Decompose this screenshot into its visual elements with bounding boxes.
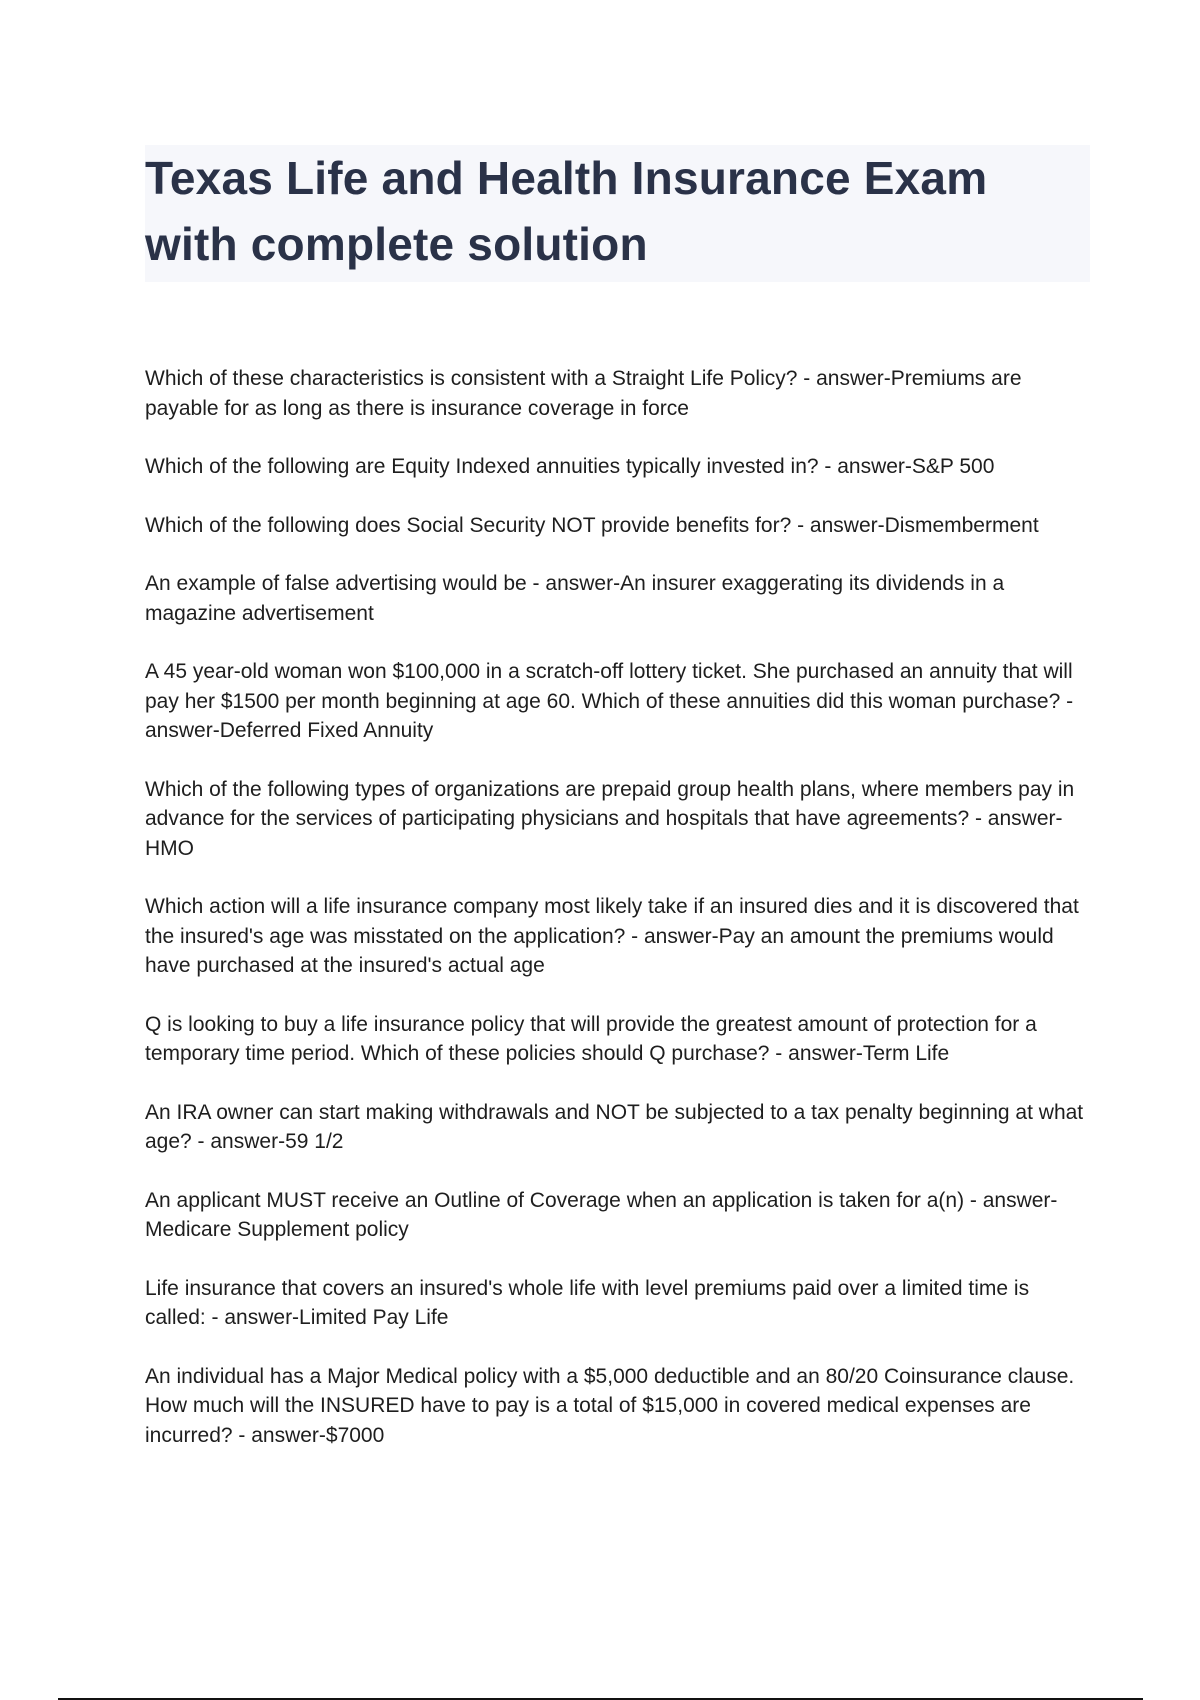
qa-item-10: An applicant MUST receive an Outline of Coverage when an application is taken for a(n) - answer-Medicare Supplement policy [145, 1188, 1058, 1241]
qa-item-8: Q is looking to buy a life insurance policy that will provide the greatest amount of protection for a temporary time period. Which of these policies should Q purchase? - answer-Term Life [145, 1012, 1037, 1065]
title-block [145, 145, 1090, 282]
question-answer-list [145, 364, 1095, 1479]
qa-item-11: Life insurance that covers an insured's whole life with level premiums paid over a limited time is called: - answer-Limited Pay Life [145, 1276, 1030, 1329]
qa-item-6: Which of the following types of organizations are prepaid group health plans, where members pay in advance for the services of participating physicians and hospitals that have agreements? - answer-HMO [145, 777, 1075, 860]
qa-item-3: Which of the following does Social Security NOT provide benefits for? - answer-Dismemberment [145, 513, 1039, 537]
qa-item-1: Which of these characteristics is consistent with a Straight Life Policy? - answer-Premiums are payable for as long as there is insurance coverage in force [145, 367, 1022, 420]
document-title-line-1: Texas Life and Health Insurance Exam [145, 152, 988, 204]
document-title [145, 145, 1090, 277]
qa-item-4: An example of false advertising would be - answer-An insurer exaggerating its dividends in a magazine advertisement [145, 572, 1005, 625]
document-title-line-2: with complete solution [145, 218, 648, 270]
qa-item-7: Which action will a life insurance company most likely take if an insured dies and it is discovered that the insured's age was misstated on the application? - answer-Pay an amount the premiums would have purchased at the insured's actual age [145, 895, 1079, 977]
qa-item-2: Which of the following are Equity Indexed annuities typically invested in? - answer-S&P 500 [145, 455, 995, 478]
qa-item-5: A 45 year-old woman won $100,000 in a scratch-off lottery ticket. She purchased an annuity that will pay her $1500 per month beginning at age 60. Which of these annuities did this woman purchase? - answer-Deferred Fixed Annuity [145, 660, 1074, 742]
qa-item-9: An IRA owner can start making withdrawals and NOT be subjected to a tax penalty beginning at what age? - answer-59 1/2 [145, 1100, 1084, 1153]
qa-item-12: An individual has a Major Medical policy with a $5,000 deductible and an 80/20 Coinsurance clause. How much will the INSURED have to pay is a total of $15,000 in covered medical expenses are incurred? - answer-$7000 [145, 1364, 1075, 1447]
